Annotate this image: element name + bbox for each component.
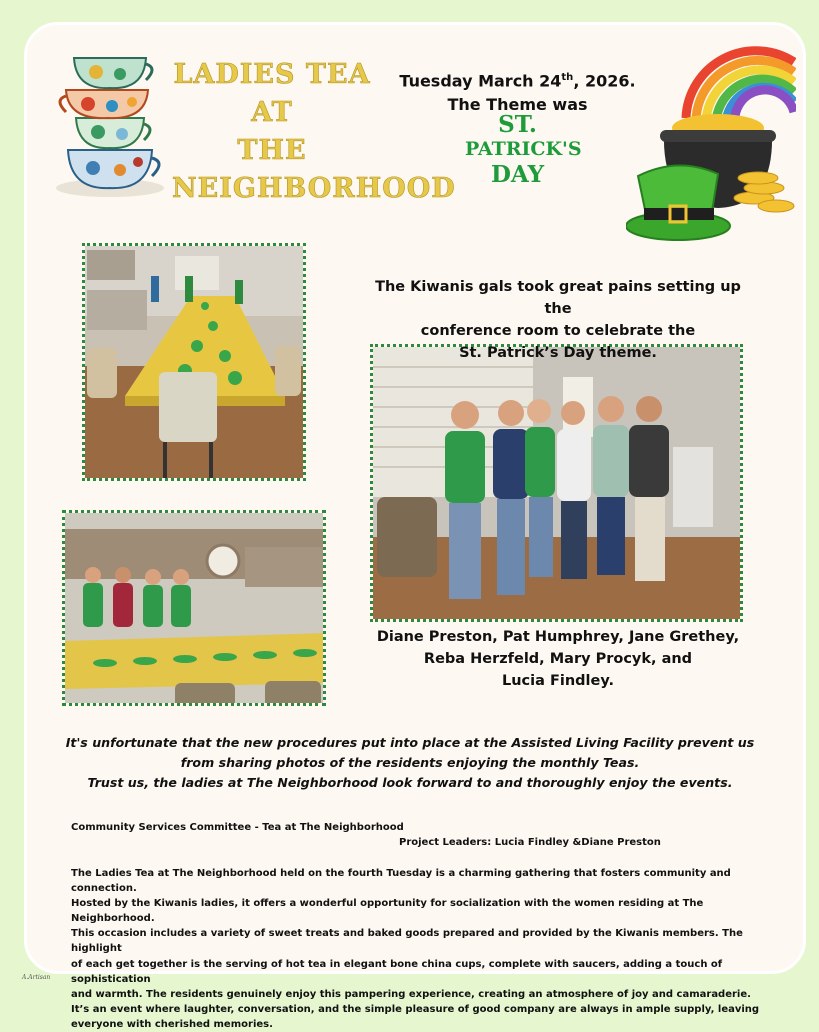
committee-heading: Community Services Committee - Tea at The Neighborhood [71, 822, 404, 833]
note-line: Trust us, the ladies at The Neighborhood look forward to and thoroughly enjoy the events. [87, 775, 733, 790]
logo-line: DAY [490, 161, 545, 188]
pot-of-gold-illustration [626, 28, 796, 248]
project-leaders: Project Leaders: Lucia Findley &Diane Preston [399, 837, 661, 848]
names-line: Lucia Findley. [502, 673, 614, 689]
names-line: Reba Herzfeld, Mary Procyk, and [423, 651, 693, 667]
names-line: Diane Preston, Pat Humphrey, Jane Grethey, [376, 629, 740, 645]
artist-signature: A.Artisan [22, 974, 51, 981]
caption-line: conference room to celebrate the [420, 323, 696, 339]
event-date-block [395, 66, 640, 117]
theme-line: The Theme was [447, 95, 588, 115]
title-line: NEIGHBORHOOD [172, 173, 456, 204]
st-patricks-day-logo [465, 111, 582, 188]
photo-volunteers-group [370, 344, 743, 622]
event-title-art [172, 56, 456, 208]
event-date: Tuesday March 24th, 2026. [399, 71, 636, 91]
photo-conference-room [62, 510, 326, 706]
teacup-stack-illustration [48, 50, 170, 200]
privacy-note [60, 733, 760, 793]
title-line: LADIES TEA AT [173, 59, 371, 128]
photo-table-setup [82, 243, 306, 481]
logo-line: PATRICK'S [465, 138, 582, 160]
volunteer-names-caption [370, 626, 746, 692]
note-line: It's unfortunate that the new procedures put into place at the Assisted Living Facility prevent us [65, 735, 755, 750]
logo-line: ST. [498, 111, 537, 138]
caption-line: St. Patrick’s Day theme. [459, 345, 657, 361]
title-line: THE [237, 135, 307, 166]
event-description: The Ladies Tea at The Neighborhood held on the fourth Tuesday is a charming gathering that fosters community and connection. Hosted by the Kiwanis ladies, it offers a wonderful opportunity for socialization with the women residing at The Neighborhood. This occasion includes a variety of sweet treats and baked goods prepared and provided by the Kiwanis members. The highlight of each get together is the serving of hot tea in elegant bone china cups, complete with saucers, adding a touch of sophistication and warmth. The residents genuinely enjoy this pampering experience, creating an atmosphere of joy and camaraderie. It’s an event where laughter, conversation, and the simple pleasure of good company are always in ample supply, leaving everyone with cherished memories. [71, 868, 760, 1030]
setup-caption [366, 276, 750, 364]
caption-line: The Kiwanis gals took great pains setting up the [375, 279, 741, 317]
note-line: from sharing photos of the residents enjoying the monthly Teas. [180, 755, 640, 770]
